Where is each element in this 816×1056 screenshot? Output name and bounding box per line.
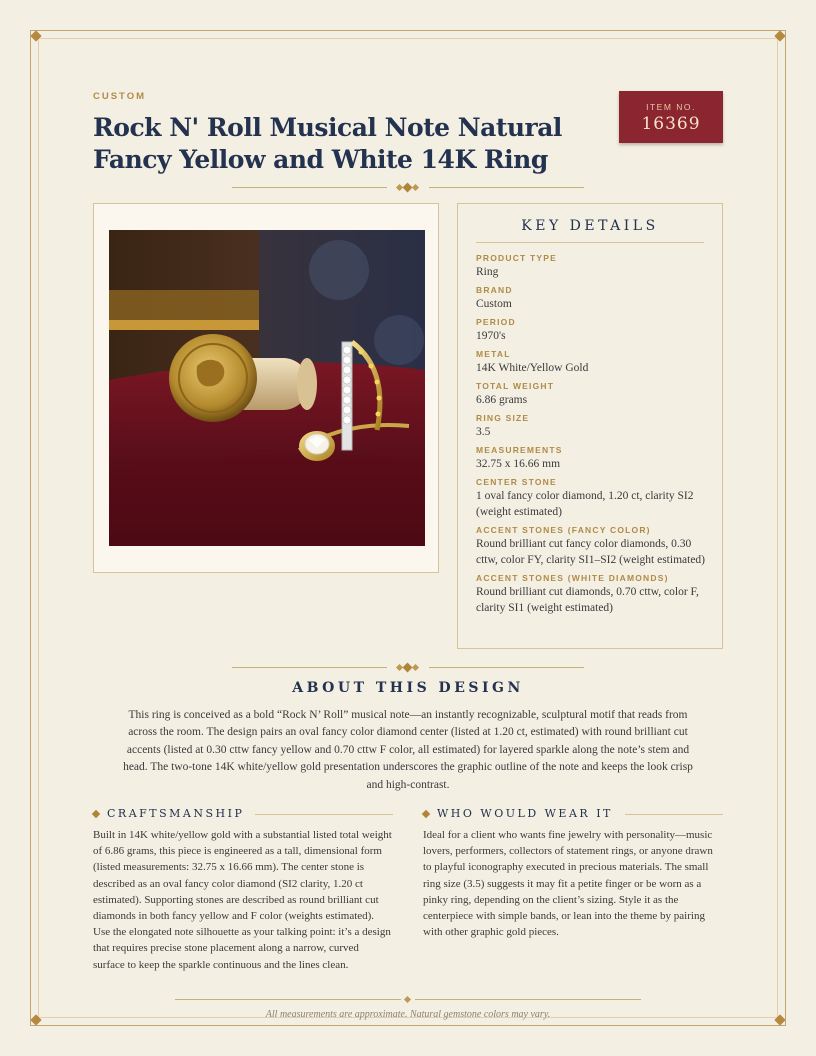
detail-total-weight: [476, 380, 708, 408]
detail-value: 1 oval fancy color diamond, 1.20 ct, clarity SI2 (weight estimated): [476, 490, 694, 518]
product-photo-frame: [93, 203, 439, 573]
detail-accent-fancy: [476, 524, 708, 568]
brand-eyebrow: CUSTOM: [93, 91, 146, 102]
detail-value: 6.86 grams: [476, 394, 528, 406]
craftsmanship-heading: CRAFTSMANSHIP: [107, 807, 245, 820]
footer-note: All measurements are approximate. Natural gemstone colors may vary.: [265, 1009, 551, 1020]
craftsmanship-header: [93, 808, 393, 822]
diamond-divider-icon: [393, 663, 423, 673]
detail-center-stone: [476, 476, 708, 520]
detail-label: METAL: [476, 349, 511, 359]
key-details-list: [476, 252, 708, 620]
detail-label: RING SIZE: [476, 413, 530, 423]
who-would-wear-header: [423, 808, 723, 822]
detail-ring-size: [476, 412, 708, 440]
who-would-wear-body: Ideal for a client who wants fine jewelry with personality—music lovers, performers, collectors of statement rings, or anyone drawn to playful iconography executed in precious materials. The small ring size (3.5) suggests it may fit a petite finger or be worn as a pinky ring, depending on the client’s sizing. Style it as the centerpiece with simple bands, or lean into the theme by pairing with other graphic gold pieces.: [423, 829, 713, 939]
detail-measurements: [476, 444, 708, 472]
item-number-label: ITEM NO.: [646, 102, 696, 112]
detail-value: Custom: [476, 298, 512, 310]
detail-value: 32.75 x 16.66 mm: [476, 458, 561, 470]
detail-value: 1970's: [476, 330, 506, 342]
detail-label: ACCENT STONES (WHITE DIAMONDS): [476, 573, 669, 583]
item-number-badge: [619, 91, 723, 143]
detail-value: 3.5: [476, 426, 491, 438]
title-divider: [232, 183, 584, 193]
detail-product-type: [476, 252, 708, 280]
detail-label: PERIOD: [476, 317, 516, 327]
detail-value: Round brilliant cut fancy color diamonds, 0.30 cttw, color FY, clarity SI1–SI2 (weight estimated): [476, 538, 706, 566]
about-divider: [232, 663, 584, 673]
detail-value: 14K White/Yellow Gold: [476, 362, 589, 374]
key-details-panel: [457, 203, 723, 649]
page-title: Rock N' Roll Musical Note Natural Fancy Yellow and White 14K Ring: [93, 113, 562, 174]
detail-value: Round brilliant cut diamonds, 0.70 cttw, color F, clarity SI1 (weight estimated): [476, 586, 699, 614]
ring-photo-illustration: [109, 230, 425, 546]
item-number-value: 16369: [641, 114, 701, 134]
detail-label: MEASUREMENTS: [476, 445, 563, 455]
diamond-bullet-icon: [92, 810, 100, 818]
diamond-divider-icon: [393, 995, 423, 1005]
craftsmanship-body: Built in 14K white/yellow gold with a substantial listed total weight of 6.86 grams, this piece is engineered as a tall, dimensional form (listed measurements: 32.75 x 16.66 mm). The center stone is described as an oval fancy color diamond (SI2 clarity, 1.20 ct estimated). Supporting stones are described as round brilliant cut diamonds in both fancy yellow and F color (weights estimated). Use the elongated note silhouette as your talking point: it’s a design that requires precise stone placement along a narrow, curved surface to keep the sparkle continuous and the lines clean.: [93, 829, 392, 971]
detail-label: PRODUCT TYPE: [476, 253, 557, 263]
footer-divider: [175, 995, 641, 1005]
detail-label: BRAND: [476, 285, 513, 295]
who-would-wear-heading: WHO WOULD WEAR IT: [437, 807, 613, 820]
about-heading: ABOUT THIS DESIGN: [292, 680, 524, 696]
detail-label: CENTER STONE: [476, 477, 557, 487]
product-photo: [109, 230, 425, 546]
detail-period: [476, 316, 708, 344]
detail-value: Ring: [476, 266, 499, 278]
diamond-bullet-icon: [422, 810, 430, 818]
diamond-divider-icon: [393, 183, 423, 193]
key-details-heading: KEY DETAILS: [521, 218, 659, 234]
detail-label: TOTAL WEIGHT: [476, 381, 555, 391]
detail-brand: [476, 284, 708, 312]
about-body: This ring is conceived as a bold “Rock N’ Roll” musical note—an instantly recognizable, sculptural motif that reads from across the room. The design pairs an oval fancy color diamond center (listed at 1.20 ct, estimated) with round brilliant cut accents (listed at 0.30 cttw fancy yellow and 0.70 cttw F color, all estimated) for layered sparkle along the note’s stem and head. The two-tone 14K white/yellow gold presentation underscores the graphic outline of the note and keeps the look crisp and high-contrast.: [123, 709, 693, 791]
detail-metal: [476, 348, 708, 376]
detail-label: ACCENT STONES (FANCY COLOR): [476, 525, 651, 535]
detail-accent-white: [476, 572, 708, 616]
